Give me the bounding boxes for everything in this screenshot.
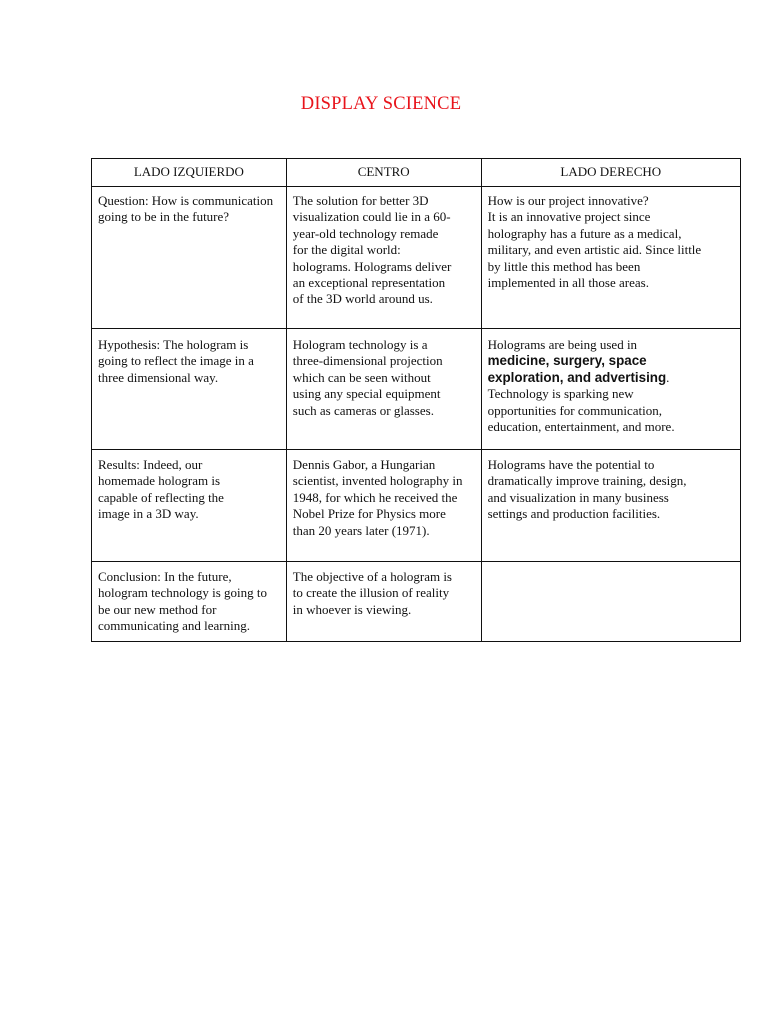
text-line: such as cameras or glasses. — [292, 402, 434, 418]
cell-hypothesis — [92, 329, 287, 450]
text-line: Hypothesis: The hologram is — [98, 337, 249, 352]
text-line: of the 3D world around us. — [292, 291, 433, 307]
text-line: which can be seen without — [292, 369, 431, 385]
text-line: dramatically improve training, design, — [487, 473, 687, 489]
text-line: Conclusion: In the future, — [98, 569, 232, 584]
text-line: 1948, for which he received the — [292, 489, 458, 505]
text-line: Hologram technology is a — [292, 337, 428, 352]
table-row — [92, 562, 741, 642]
text-line: opportunities for communication, — [487, 402, 662, 418]
text-line: Technology is sparking new — [487, 386, 634, 402]
text-line: education, entertainment, and more. — [487, 419, 675, 435]
text-line: Question: How is communication — [98, 193, 274, 208]
header-lado-izquierdo: LADO IZQUIERDO — [92, 159, 287, 187]
text-line: communicating and learning. — [98, 618, 250, 634]
text-line: Holograms are being used in — [487, 337, 638, 352]
text-line: capable of reflecting the — [98, 489, 224, 505]
text-line: visualization could lie in a 60- — [292, 209, 451, 225]
text-line: holograms. Holograms deliver — [292, 258, 452, 274]
text-line: How is our project innovative? — [487, 193, 649, 208]
cell-question — [92, 187, 287, 329]
text-line: three-dimensional projection — [292, 353, 443, 369]
text-line: going to be in the future? — [98, 209, 230, 225]
text-line: and visualization in many business — [487, 489, 669, 505]
science-table — [91, 158, 741, 642]
text-line: by little this method has been — [487, 258, 641, 274]
text-line: going to reflect the image in a — [98, 353, 254, 369]
text-line: year-old technology remade — [292, 225, 439, 241]
text-period: . — [666, 369, 670, 385]
text-line: Nobel Prize for Physics more — [292, 506, 446, 522]
header-lado-derecho: LADO DERECHO — [481, 159, 740, 187]
text-line: for the digital world: — [292, 242, 401, 258]
cell-empty — [481, 562, 740, 642]
cell-holograms-uses — [481, 329, 740, 450]
text-line: Dennis Gabor, a Hungarian — [292, 457, 436, 472]
cell-objective — [286, 562, 481, 642]
cell-dennis-gabor — [286, 450, 481, 562]
text-line: scientist, invented holography in — [292, 473, 463, 489]
text-line: It is an innovative project since — [487, 209, 651, 225]
text-bold: exploration, and advertising — [487, 369, 667, 385]
text-line-mixed — [488, 370, 735, 386]
text-line: military, and even artistic aid. Since little — [487, 242, 702, 258]
text-line: homemade hologram is — [98, 473, 221, 489]
text-line: be our new method for — [98, 601, 217, 617]
cell-solution — [286, 187, 481, 329]
header-centro: CENTRO — [286, 159, 481, 187]
text-line: image in a 3D way. — [98, 506, 199, 522]
text-line: hologram technology is going to — [98, 585, 267, 601]
cell-innovation — [481, 187, 740, 329]
cell-holograms-potential — [481, 450, 740, 562]
text-line: implemented in all those areas. — [487, 275, 649, 291]
table-row — [92, 450, 741, 562]
text-line: The solution for better 3D — [292, 193, 429, 208]
cell-results — [92, 450, 287, 562]
text-line: than 20 years later (1971). — [292, 522, 430, 538]
table-header-row — [92, 159, 741, 187]
text-line: to create the illusion of reality — [292, 585, 450, 601]
text-line: The objective of a hologram is — [292, 569, 452, 584]
cell-conclusion — [92, 562, 287, 642]
text-line-bold: medicine, surgery, space — [487, 353, 647, 369]
table-row — [92, 329, 741, 450]
text-line: in whoever is viewing. — [292, 601, 412, 617]
text-line: using any special equipment — [292, 386, 441, 402]
text-line: Holograms have the potential to — [487, 457, 655, 472]
cell-hologram-technology — [286, 329, 481, 450]
page-title: DISPLAY SCIENCE — [300, 94, 462, 114]
text-line: Results: Indeed, our — [98, 457, 203, 472]
table-row — [92, 187, 741, 329]
text-line: holography has a future as a medical, — [487, 225, 682, 241]
text-line: three dimensional way. — [98, 369, 219, 385]
text-line: settings and production facilities. — [487, 506, 661, 522]
text-line: an exceptional representation — [292, 275, 446, 291]
